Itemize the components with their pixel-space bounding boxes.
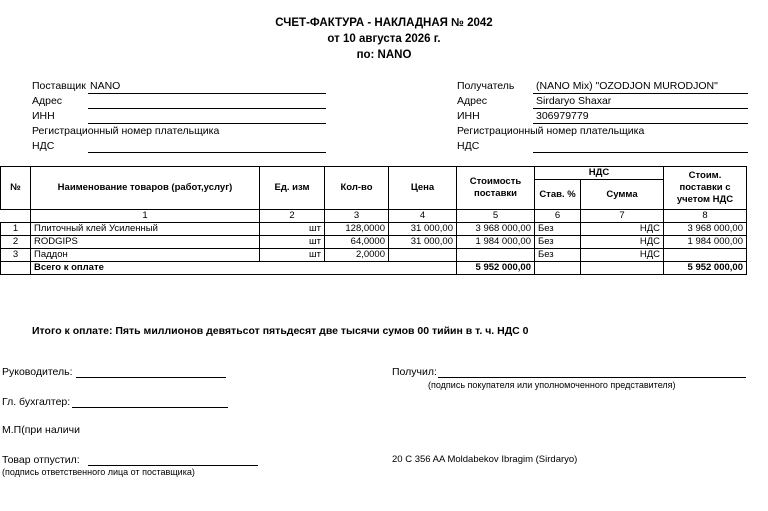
supplier-reg-label: Регистрационный номер плательщика [32, 125, 220, 137]
row-unit: шт [260, 249, 325, 262]
row-cost: 1 984 000,00 [457, 236, 535, 249]
col-number: 8 [664, 210, 747, 223]
col-header-vat-sum: Сумма [581, 180, 664, 210]
row-vat-sum: НДС [581, 249, 664, 262]
recipient-label: Получатель [457, 80, 515, 92]
total-label: Всего к оплате [31, 262, 457, 275]
supplier-label: Поставщик [32, 80, 86, 92]
supplier-name: NANO [90, 80, 121, 92]
row-product-name: Паддон [31, 249, 260, 262]
row-unit: шт [260, 223, 325, 236]
col-header-cost: Стоимость поставки [457, 167, 535, 210]
supplier-vat-label: НДС [32, 140, 55, 152]
accountant-label: Гл. бухгалтер: [2, 396, 71, 408]
col-header-vat: НДС [535, 167, 664, 180]
document-date: от 10 августа 2026 г. [327, 33, 441, 45]
table-row [1, 236, 747, 249]
row-price [389, 249, 457, 262]
received-note: (подпись покупателя или уполномоченного представителя) [428, 380, 676, 390]
recipient-reg-label: Регистрационный номер плательщика [457, 125, 645, 137]
row-total [664, 249, 747, 262]
column-number-row [1, 210, 747, 223]
released-label: Товар отпустил: [2, 454, 80, 466]
recipient-inn-line [533, 123, 748, 124]
row-total: 1 984 000,00 [664, 236, 747, 249]
document-title: СЧЕТ-ФАКТУРА - НАКЛАДНАЯ № 2042 [275, 17, 493, 29]
table-header-row [1, 167, 747, 180]
table-total-row [1, 262, 747, 275]
row-price: 31 000,00 [389, 236, 457, 249]
director-label: Руководитель: [2, 366, 73, 378]
col-header-qty: Кол-во [325, 167, 389, 210]
recipient-address-line [533, 108, 748, 109]
recipient-inn: 306979779 [536, 110, 589, 122]
recipient-inn-label: ИНН [457, 110, 480, 122]
col-header-num: № [1, 167, 31, 210]
supplier-address-line [88, 108, 326, 109]
supplier-vat-line [88, 152, 326, 153]
supplier-inn-label: ИНН [32, 110, 55, 122]
recipient-address-label: Адрес [457, 95, 488, 107]
row-vat-sum: НДС [581, 223, 664, 236]
col-number: 5 [457, 210, 535, 223]
col-number: 2 [260, 210, 325, 223]
col-number: 4 [389, 210, 457, 223]
col-number: 1 [31, 210, 260, 223]
row-product-name: Плиточный клей Усиленный [31, 223, 260, 236]
released-note: (подпись ответственного лица от поставщика) [2, 467, 195, 477]
row-qty: 64,0000 [325, 236, 389, 249]
col-header-name: Наименование товаров (работ,услуг) [31, 167, 260, 210]
accountant-signature-line [72, 407, 228, 408]
released-signature-line [88, 465, 258, 466]
table-row [1, 223, 747, 236]
supplier-line [88, 93, 326, 94]
recipient-address: Sirdaryo Shaxar [536, 95, 612, 107]
recipient-name: (NANO Mix) "OZODJON MURODJON" [536, 80, 718, 92]
row-vat-sum: НДС [581, 236, 664, 249]
supplier-inn-line [88, 123, 326, 124]
row-qty: 2,0000 [325, 249, 389, 262]
recipient-line [533, 93, 748, 94]
recipient-vat-line [533, 152, 748, 153]
col-header-vat-rate: Став. % [535, 180, 581, 210]
supplier-address-label: Адрес [32, 95, 63, 107]
row-total: 3 968 000,00 [664, 223, 747, 236]
col-number: 7 [581, 210, 664, 223]
col-number: 3 [325, 210, 389, 223]
proxy-info: 20 C 356 AA Moldabekov Ibragim (Sirdaryo) [392, 454, 578, 465]
col-header-unit: Ед. изм [260, 167, 325, 210]
amount-in-words: Итого к оплате: Пять миллионов девятьсот пятьдесят две тысячи сумов 00 тийин в т. ч. НДС 0 [32, 325, 529, 337]
col-header-price: Цена [389, 167, 457, 210]
document-by: по: NANO [356, 49, 412, 61]
director-signature-line [76, 377, 226, 378]
row-product-name: RODGIPS [31, 236, 260, 249]
total-with-vat: 5 952 000,00 [664, 262, 747, 275]
col-header-total: Стоим. поставки с учетом НДС [664, 167, 747, 210]
row-vat-rate: Без [535, 249, 581, 262]
invoice-table [0, 166, 747, 275]
col-number: 6 [535, 210, 581, 223]
row-number: 2 [1, 236, 31, 249]
received-signature-line [438, 377, 746, 378]
recipient-vat-label: НДС [457, 140, 480, 152]
row-cost [457, 249, 535, 262]
stamp-label: М.П(при наличи [2, 424, 80, 436]
row-number: 1 [1, 223, 31, 236]
row-number: 3 [1, 249, 31, 262]
row-vat-rate: Без [535, 236, 581, 249]
row-cost: 3 968 000,00 [457, 223, 535, 236]
total-cost: 5 952 000,00 [457, 262, 535, 275]
row-unit: шт [260, 236, 325, 249]
row-price: 31 000,00 [389, 223, 457, 236]
received-label: Получил: [392, 366, 437, 378]
row-vat-rate: Без [535, 223, 581, 236]
table-row [1, 249, 747, 262]
row-qty: 128,0000 [325, 223, 389, 236]
